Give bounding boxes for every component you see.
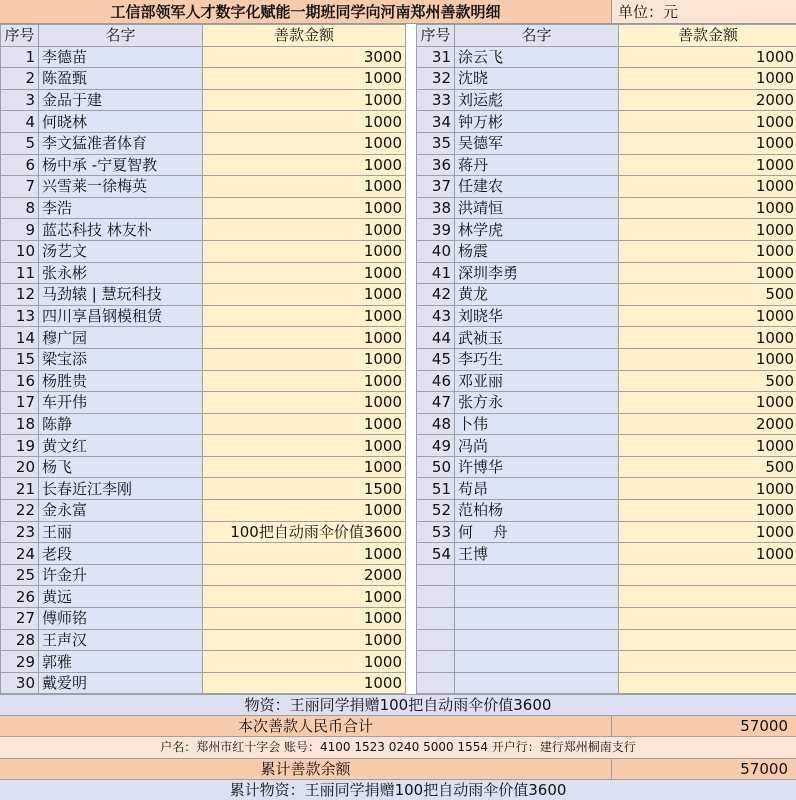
donor-name: 许博华 xyxy=(455,456,619,478)
table-row xyxy=(417,68,796,90)
cumulative-material-note: 累计物资：王丽同学捐赠100把自动雨伞价值3600 xyxy=(229,780,567,799)
donation-amount: 1000 xyxy=(203,500,406,522)
row-number: 40 xyxy=(417,240,455,262)
table-row xyxy=(417,370,796,392)
donation-amount: 500 xyxy=(619,284,796,306)
donor-name: 车开伟 xyxy=(39,392,203,414)
table-row xyxy=(417,240,796,262)
table-row xyxy=(417,564,796,586)
donor-name: 杨飞 xyxy=(39,456,203,478)
donor-name: 穆广园 xyxy=(39,327,203,349)
donor-name xyxy=(455,651,619,673)
left-header-row xyxy=(1,25,406,47)
column-gap xyxy=(406,24,416,694)
table-row xyxy=(1,348,406,370)
table-row xyxy=(417,111,796,133)
donation-amount: 1000 xyxy=(203,240,406,262)
table-row xyxy=(417,284,796,306)
row-number: 48 xyxy=(417,413,455,435)
row-number: 19 xyxy=(1,435,39,457)
donor-name: 何晓林 xyxy=(39,111,203,133)
donor-name: 长春近江李刚 xyxy=(39,478,203,500)
table-row xyxy=(417,651,796,673)
table-row xyxy=(417,89,796,111)
donation-amount: 1000 xyxy=(619,111,796,133)
donation-amount: 1000 xyxy=(203,651,406,673)
row-number: 33 xyxy=(417,89,455,111)
row-number: 34 xyxy=(417,111,455,133)
donation-amount: 1000 xyxy=(203,456,406,478)
table-row xyxy=(1,521,406,543)
row-number: 24 xyxy=(1,543,39,565)
donation-amount: 1000 xyxy=(203,608,406,630)
header-no: 序号 xyxy=(417,25,455,47)
row-number: 49 xyxy=(417,435,455,457)
table-row xyxy=(1,478,406,500)
donor-name: 范柏杨 xyxy=(455,500,619,522)
donation-amount: 1000 xyxy=(203,305,406,327)
row-number: 28 xyxy=(1,629,39,651)
row-number: 47 xyxy=(417,392,455,414)
row-number: 18 xyxy=(1,413,39,435)
table-row xyxy=(1,456,406,478)
table-row xyxy=(417,348,796,370)
table-row xyxy=(1,68,406,90)
donation-amount: 1000 xyxy=(619,68,796,90)
material-note: 物资：王丽同学捐赠100把自动雨伞价值3600 xyxy=(244,696,552,714)
donor-name xyxy=(455,672,619,694)
table-row xyxy=(1,413,406,435)
header-name: 名字 xyxy=(455,25,619,47)
row-number: 1 xyxy=(1,46,39,68)
table-row xyxy=(1,197,406,219)
donation-amount: 2000 xyxy=(203,564,406,586)
row-number: 54 xyxy=(417,543,455,565)
row-number: 27 xyxy=(1,608,39,630)
balance-label: 累计善款余额 xyxy=(0,759,612,779)
donor-name: 洪靖恒 xyxy=(455,197,619,219)
donation-amount: 1000 xyxy=(203,370,406,392)
table-row xyxy=(1,154,406,176)
account-row xyxy=(0,736,796,757)
table-row xyxy=(417,327,796,349)
donation-amount: 1000 xyxy=(619,219,796,241)
table-row xyxy=(417,413,796,435)
donor-name: 王声汉 xyxy=(39,629,203,651)
row-number: 22 xyxy=(1,500,39,522)
donor-name: 蓝芯科技 林友朴 xyxy=(39,219,203,241)
sheet-title: 工信部领军人才数字化赋能一期班同学向河南郑州善款明细 xyxy=(0,0,612,23)
table-row xyxy=(1,586,406,608)
row-number: 53 xyxy=(417,521,455,543)
donation-amount: 1000 xyxy=(203,68,406,90)
row-number: 20 xyxy=(1,456,39,478)
table-row xyxy=(417,176,796,198)
row-number: 15 xyxy=(1,348,39,370)
row-number: 11 xyxy=(1,262,39,284)
donor-name: 金品于建 xyxy=(39,89,203,111)
table-row xyxy=(1,132,406,154)
row-number xyxy=(417,564,455,586)
row-number: 39 xyxy=(417,219,455,241)
donation-amount: 1000 xyxy=(619,154,796,176)
donor-name: 林学虎 xyxy=(455,219,619,241)
donation-amount: 1000 xyxy=(203,89,406,111)
table-row xyxy=(1,564,406,586)
table-row xyxy=(417,586,796,608)
row-number: 36 xyxy=(417,154,455,176)
table-row xyxy=(417,154,796,176)
donor-name: 涂云飞 xyxy=(455,46,619,68)
table-row xyxy=(1,240,406,262)
donor-name: 张永彬 xyxy=(39,262,203,284)
donation-amount: 1000 xyxy=(203,219,406,241)
row-number: 10 xyxy=(1,240,39,262)
donation-amount: 1000 xyxy=(203,672,406,694)
donor-name: 杨胜贵 xyxy=(39,370,203,392)
donor-name: 王丽 xyxy=(39,521,203,543)
table-row xyxy=(417,521,796,543)
donor-name: 黄远 xyxy=(39,586,203,608)
row-number: 2 xyxy=(1,68,39,90)
table-row xyxy=(1,543,406,565)
donor-name: 李巧生 xyxy=(455,348,619,370)
donation-amount: 1000 xyxy=(619,478,796,500)
table-row xyxy=(417,456,796,478)
table-row xyxy=(1,392,406,414)
tables-area xyxy=(0,24,796,694)
donation-amount: 1000 xyxy=(203,176,406,198)
row-number: 14 xyxy=(1,327,39,349)
total-row xyxy=(0,715,796,736)
donation-amount: 100把自动雨伞价值3600 xyxy=(203,521,406,543)
donation-amount: 2000 xyxy=(619,89,796,111)
donation-amount: 500 xyxy=(619,370,796,392)
donor-name: 汤艺文 xyxy=(39,240,203,262)
row-number: 44 xyxy=(417,327,455,349)
header-amount: 善款金额 xyxy=(203,25,406,47)
donation-amount: 1000 xyxy=(203,197,406,219)
donor-name: 傅师铭 xyxy=(39,608,203,630)
row-number: 52 xyxy=(417,500,455,522)
donor-name: 吴德军 xyxy=(455,132,619,154)
row-number: 41 xyxy=(417,262,455,284)
row-number: 8 xyxy=(1,197,39,219)
table-row xyxy=(1,262,406,284)
row-number: 32 xyxy=(417,68,455,90)
table-row xyxy=(417,435,796,457)
donation-amount: 1000 xyxy=(619,543,796,565)
donor-name: 刘晓华 xyxy=(455,305,619,327)
table-row xyxy=(417,608,796,630)
table-row xyxy=(1,46,406,68)
donor-name: 苟昂 xyxy=(455,478,619,500)
donation-amount: 1000 xyxy=(619,435,796,457)
table-row xyxy=(1,629,406,651)
row-number: 43 xyxy=(417,305,455,327)
row-number: 26 xyxy=(1,586,39,608)
row-number xyxy=(417,629,455,651)
table-row xyxy=(1,500,406,522)
row-number: 38 xyxy=(417,197,455,219)
header-name: 名字 xyxy=(39,25,203,47)
table-row xyxy=(1,608,406,630)
donor-name: 深圳李勇 xyxy=(455,262,619,284)
donation-amount: 1000 xyxy=(619,197,796,219)
donor-name: 李德苗 xyxy=(39,46,203,68)
row-number: 50 xyxy=(417,456,455,478)
row-number: 45 xyxy=(417,348,455,370)
donor-name: 马劲辕 | 慧玩科技 xyxy=(39,284,203,306)
table-row xyxy=(417,478,796,500)
row-number: 31 xyxy=(417,46,455,68)
right-header-row xyxy=(417,25,796,47)
row-number: 30 xyxy=(1,672,39,694)
table-row xyxy=(1,370,406,392)
table-row xyxy=(1,435,406,457)
row-number: 29 xyxy=(1,651,39,673)
donor-name: 郭雅 xyxy=(39,651,203,673)
donor-name: 陈盈甄 xyxy=(39,68,203,90)
total-label: 本次善款人民币合计 xyxy=(0,716,612,736)
donor-name: 任建农 xyxy=(455,176,619,198)
donation-amount: 1000 xyxy=(619,132,796,154)
donor-name: 黄文红 xyxy=(39,435,203,457)
donation-amount: 1000 xyxy=(619,262,796,284)
donation-amount xyxy=(619,608,796,630)
donation-amount: 1000 xyxy=(203,262,406,284)
donation-amount xyxy=(619,629,796,651)
donor-name: 张方永 xyxy=(455,392,619,414)
donation-amount xyxy=(619,564,796,586)
donation-amount: 1000 xyxy=(203,348,406,370)
table-row xyxy=(1,305,406,327)
donation-amount: 1000 xyxy=(619,305,796,327)
table-row xyxy=(417,46,796,68)
donation-amount: 3000 xyxy=(203,46,406,68)
donation-amount: 1000 xyxy=(619,46,796,68)
donation-amount xyxy=(619,651,796,673)
table-row xyxy=(1,219,406,241)
unit-label: 单位：元 xyxy=(612,0,796,23)
row-number: 25 xyxy=(1,564,39,586)
donor-name: 沈晓 xyxy=(455,68,619,90)
donation-amount: 1000 xyxy=(203,629,406,651)
row-number xyxy=(417,651,455,673)
donor-name: 冯尚 xyxy=(455,435,619,457)
table-row xyxy=(417,543,796,565)
donation-amount: 1000 xyxy=(203,435,406,457)
row-number: 23 xyxy=(1,521,39,543)
donation-amount: 1000 xyxy=(203,543,406,565)
row-number: 46 xyxy=(417,370,455,392)
donation-amount: 2000 xyxy=(619,413,796,435)
donation-amount: 1000 xyxy=(203,586,406,608)
row-number: 9 xyxy=(1,219,39,241)
table-row xyxy=(417,305,796,327)
donor-name: 刘运彪 xyxy=(455,89,619,111)
donation-amount: 1000 xyxy=(619,392,796,414)
donation-amount: 1000 xyxy=(619,500,796,522)
donation-amount: 1000 xyxy=(203,284,406,306)
donor-name: 杨震 xyxy=(455,240,619,262)
table-row xyxy=(417,197,796,219)
donation-amount: 1000 xyxy=(203,413,406,435)
header-no: 序号 xyxy=(1,25,39,47)
donation-amount: 500 xyxy=(619,456,796,478)
donor-name: 邓亚丽 xyxy=(455,370,619,392)
material-row xyxy=(0,694,796,715)
balance-value: 57000 xyxy=(740,759,788,778)
donation-amount xyxy=(619,672,796,694)
table-row xyxy=(417,672,796,694)
donor-name: 金永富 xyxy=(39,500,203,522)
row-number: 7 xyxy=(1,176,39,198)
row-number: 16 xyxy=(1,370,39,392)
left-donation-table xyxy=(0,24,406,694)
donor-name: 戴爱明 xyxy=(39,672,203,694)
donation-amount: 1500 xyxy=(203,478,406,500)
row-number: 51 xyxy=(417,478,455,500)
right-donation-table xyxy=(416,24,796,694)
donor-name: 李浩 xyxy=(39,197,203,219)
donor-name: 王博 xyxy=(455,543,619,565)
table-row xyxy=(1,176,406,198)
donor-name xyxy=(455,564,619,586)
donation-amount: 1000 xyxy=(203,154,406,176)
donor-name: 蒋丹 xyxy=(455,154,619,176)
donation-amount: 1000 xyxy=(203,111,406,133)
row-number: 12 xyxy=(1,284,39,306)
donor-name: 陈静 xyxy=(39,413,203,435)
donation-amount: 1000 xyxy=(203,392,406,414)
donor-name: 武祯玉 xyxy=(455,327,619,349)
table-row xyxy=(417,219,796,241)
header-amount: 善款金额 xyxy=(619,25,796,47)
donor-name: 李文猛准者体育 xyxy=(39,132,203,154)
row-number: 42 xyxy=(417,284,455,306)
donor-name: 黄龙 xyxy=(455,284,619,306)
table-row xyxy=(417,392,796,414)
donor-name: 钟万彬 xyxy=(455,111,619,133)
donor-name: 卜伟 xyxy=(455,413,619,435)
row-number: 6 xyxy=(1,154,39,176)
table-row xyxy=(1,284,406,306)
donation-amount: 1000 xyxy=(203,327,406,349)
donor-name: 杨中承 -宁夏智教 xyxy=(39,154,203,176)
table-row xyxy=(417,629,796,651)
donation-amount: 1000 xyxy=(203,132,406,154)
balance-row xyxy=(0,758,796,779)
table-row xyxy=(417,132,796,154)
donor-name xyxy=(455,629,619,651)
row-number: 21 xyxy=(1,478,39,500)
cumulative-material-row xyxy=(0,779,796,800)
row-number xyxy=(417,586,455,608)
table-row xyxy=(1,651,406,673)
table-row xyxy=(1,672,406,694)
donation-amount xyxy=(619,586,796,608)
donation-amount: 1000 xyxy=(619,327,796,349)
row-number: 5 xyxy=(1,132,39,154)
table-row xyxy=(417,500,796,522)
donation-amount: 1000 xyxy=(619,240,796,262)
donation-amount: 1000 xyxy=(619,348,796,370)
donor-name: 四川享昌钢模租赁 xyxy=(39,305,203,327)
donation-amount: 1000 xyxy=(619,176,796,198)
row-number: 17 xyxy=(1,392,39,414)
total-value: 57000 xyxy=(740,717,788,736)
donor-name: 梁宝添 xyxy=(39,348,203,370)
row-number: 35 xyxy=(417,132,455,154)
row-number: 13 xyxy=(1,305,39,327)
donor-name: 兴雪莱一徐梅英 xyxy=(39,176,203,198)
row-number xyxy=(417,608,455,630)
table-row xyxy=(417,262,796,284)
donor-name xyxy=(455,586,619,608)
account-info: 户名：郑州市红十字会 账号：4100 1523 0240 5000 1554 开户行：建行郑州桐南支行 xyxy=(160,740,636,755)
table-row xyxy=(1,89,406,111)
donor-name: 许金升 xyxy=(39,564,203,586)
donor-name: 何 舟 xyxy=(455,521,619,543)
row-number: 4 xyxy=(1,111,39,133)
title-row xyxy=(0,0,796,24)
donor-name: 老段 xyxy=(39,543,203,565)
donor-name xyxy=(455,608,619,630)
row-number: 3 xyxy=(1,89,39,111)
table-row xyxy=(1,327,406,349)
table-row xyxy=(1,111,406,133)
row-number: 37 xyxy=(417,176,455,198)
row-number xyxy=(417,672,455,694)
donation-amount: 1000 xyxy=(619,521,796,543)
